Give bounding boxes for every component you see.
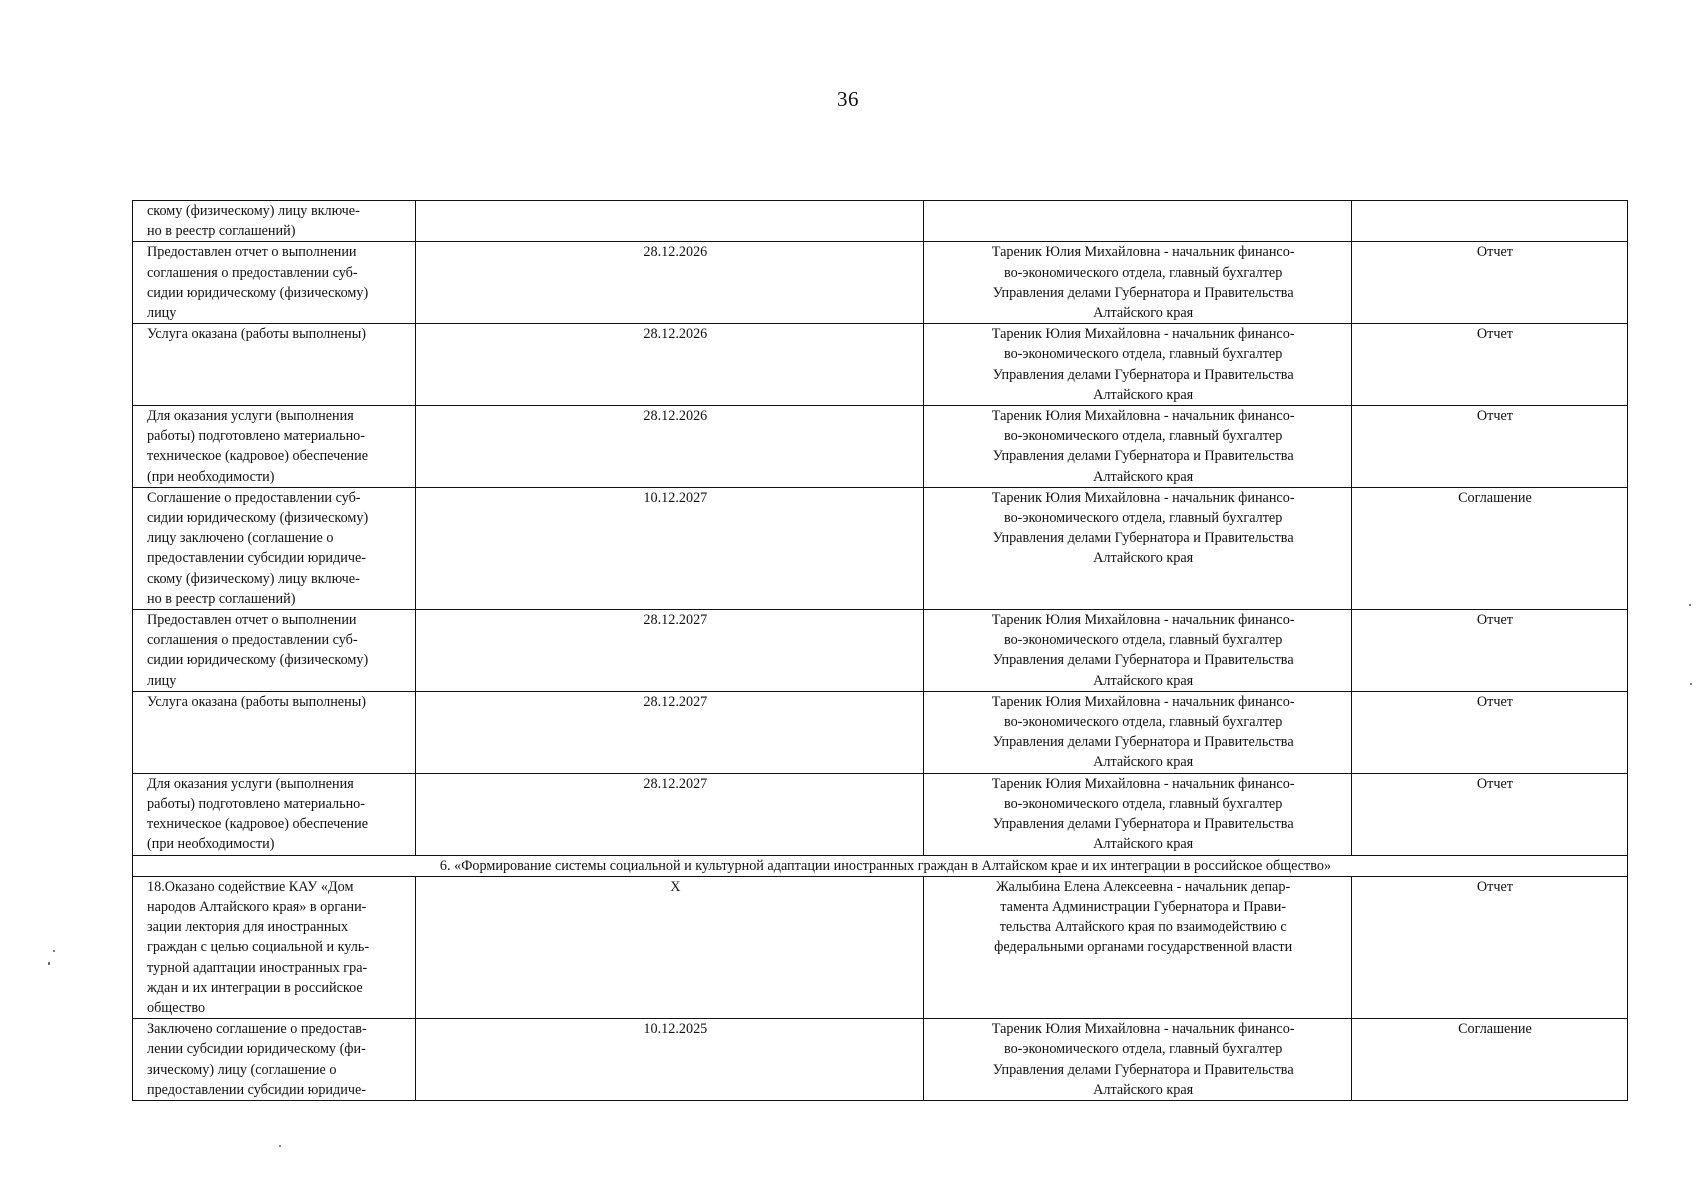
- responsible-cell-line: во-экономического отдела, главный бухгалтер: [1003, 264, 1283, 281]
- responsible-cell-line: Тареник Юлия Михайловна - начальник финансо-: [991, 489, 1295, 506]
- event-cell: [133, 876, 416, 1018]
- document-cell: Отчет: [1351, 691, 1627, 773]
- responsible-cell: [924, 324, 1351, 406]
- responsible-cell-line: Управления делами Губернатора и Правительства: [992, 816, 1294, 833]
- event-cell-line: 18.Оказано содействие КАУ «Дом: [147, 878, 354, 895]
- responsible-cell: [924, 487, 1351, 609]
- table-row: [133, 610, 1628, 692]
- responsible-cell-line: Тареник Юлия Михайловна - начальник финансо-: [991, 244, 1295, 261]
- event-cell-line: зации лектория для иностранных: [147, 919, 349, 936]
- document-cell: Отчет: [1351, 876, 1627, 1018]
- event-cell: [133, 487, 416, 609]
- event-cell-line: но в реестр соглашений): [147, 223, 296, 240]
- responsible-cell-line: Тареник Юлия Михайловна - начальник финансо-: [991, 775, 1295, 792]
- responsible-cell: [924, 691, 1351, 773]
- document-cell: Отчет: [1351, 242, 1627, 324]
- scan-speck: [1689, 604, 1691, 606]
- responsible-cell-line: Алтайского края: [1093, 836, 1194, 853]
- event-cell-line: работы) подготовлено материально-: [147, 795, 365, 812]
- event-cell: [133, 1019, 416, 1101]
- responsible-cell-line: Управления делами Губернатора и Правительства: [992, 652, 1294, 669]
- event-cell-line: техническое (кадровое) обеспечение: [147, 816, 369, 833]
- responsible-cell-line: Алтайского края: [1093, 305, 1194, 322]
- responsible-cell-line: во-экономического отдела, главный бухгалтер: [1003, 714, 1283, 731]
- event-cell-line: сидии юридическому (физическому): [147, 652, 369, 669]
- document-cell: Соглашение: [1351, 1019, 1627, 1101]
- event-cell-line: Услуга оказана (работы выполнены): [147, 326, 366, 343]
- date-cell: 28.12.2027: [416, 691, 924, 773]
- event-cell-line: предоставлении субсидии юридиче-: [147, 1081, 366, 1098]
- scan-speck: [279, 1145, 281, 1147]
- date-cell: [416, 201, 924, 242]
- table-row: [133, 691, 1628, 773]
- date-cell: X: [416, 876, 924, 1018]
- scan-speck: [48, 962, 50, 965]
- responsible-cell-line: Алтайского края: [1093, 550, 1194, 567]
- table-row: [133, 201, 1628, 242]
- document-cell: Отчет: [1351, 406, 1627, 488]
- responsible-cell-line: Тареник Юлия Михайловна - начальник финансо-: [991, 693, 1295, 710]
- event-cell-line: сидии юридическому (физическому): [147, 510, 369, 527]
- date-cell: 28.12.2027: [416, 610, 924, 692]
- responsible-cell-line: Алтайского края: [1093, 386, 1194, 403]
- table-row: [133, 773, 1628, 855]
- event-cell-line: но в реестр соглашений): [147, 590, 296, 607]
- responsible-cell-line: Управления делами Губернатора и Правительства: [992, 1061, 1294, 1078]
- plan-table-body: [133, 201, 1628, 1101]
- scan-speck: [1690, 683, 1692, 685]
- event-cell-line: (при необходимости): [147, 836, 275, 853]
- responsible-cell-line: Управления делами Губернатора и Правительства: [992, 734, 1294, 751]
- responsible-cell-line: Алтайского края: [1093, 672, 1194, 689]
- event-cell-line: граждан с целью социальной и куль-: [147, 939, 370, 956]
- responsible-cell-line: во-экономического отдела, главный бухгалтер: [1003, 1041, 1283, 1058]
- document-cell: Соглашение: [1351, 487, 1627, 609]
- responsible-cell-line: тамента Администрации Губернатора и Прави-: [1000, 898, 1287, 915]
- document-cell: [1351, 201, 1627, 242]
- table-row: [133, 324, 1628, 406]
- event-cell: [133, 201, 416, 242]
- event-cell: [133, 610, 416, 692]
- event-cell: [133, 773, 416, 855]
- responsible-cell: [924, 201, 1351, 242]
- responsible-cell-line: во-экономического отдела, главный бухгалтер: [1003, 632, 1283, 649]
- event-cell-line: скому (физическому) лицу включе-: [147, 570, 360, 587]
- event-cell-line: (при необходимости): [147, 468, 275, 485]
- date-cell: 28.12.2026: [416, 324, 924, 406]
- event-cell-line: лении субсидии юридическому (фи-: [147, 1041, 366, 1058]
- event-cell-line: Предоставлен отчет о выполнении: [147, 244, 357, 261]
- responsible-cell-line: Жалыбина Елена Алексеевна - начальник депар-: [996, 878, 1291, 895]
- event-cell-line: зическому) лицу (соглашение о: [147, 1061, 337, 1078]
- date-cell: 10.12.2027: [416, 487, 924, 609]
- event-cell-line: Для оказания услуги (выполнения: [147, 408, 354, 425]
- responsible-cell: [924, 610, 1351, 692]
- responsible-cell-line: Тареник Юлия Михайловна - начальник финансо-: [991, 1021, 1295, 1038]
- responsible-cell-line: тельства Алтайского края по взаимодействию с: [999, 919, 1287, 936]
- responsible-cell-line: Алтайского края: [1093, 468, 1194, 485]
- responsible-cell-line: Тареник Юлия Михайловна - начальник финансо-: [991, 612, 1295, 629]
- event-cell-line: Для оказания услуги (выполнения: [147, 775, 354, 792]
- event-cell-line: турной адаптации иностранных гра-: [147, 959, 368, 976]
- date-cell: 28.12.2026: [416, 242, 924, 324]
- responsible-cell-line: во-экономического отдела, главный бухгалтер: [1003, 428, 1283, 445]
- responsible-cell-line: во-экономического отдела, главный бухгалтер: [1003, 346, 1283, 363]
- event-cell-line: Услуга оказана (работы выполнены): [147, 693, 366, 710]
- event-cell-line: скому (физическому) лицу включе-: [147, 203, 360, 219]
- event-cell-line: сидии юридическому (физическому): [147, 284, 369, 301]
- responsible-cell: [924, 1019, 1351, 1101]
- responsible-cell-line: Тареник Юлия Михайловна - начальник финансо-: [991, 326, 1295, 343]
- responsible-cell-line: Управления делами Губернатора и Правительства: [992, 284, 1294, 301]
- date-cell: 10.12.2025: [416, 1019, 924, 1101]
- event-cell: [133, 324, 416, 406]
- table-row: [133, 242, 1628, 324]
- responsible-cell: [924, 242, 1351, 324]
- date-cell: 28.12.2027: [416, 773, 924, 855]
- responsible-cell-line: Тареник Юлия Михайловна - начальник финансо-: [991, 408, 1295, 425]
- page-number: 36: [837, 87, 859, 111]
- responsible-cell-line: Управления делами Губернатора и Правительства: [992, 530, 1294, 547]
- event-cell-line: Соглашение о предоставлении суб-: [147, 489, 361, 506]
- plan-table: [132, 200, 1628, 1101]
- event-cell-line: лицу заключено (соглашение о: [147, 530, 334, 547]
- document-cell: Отчет: [1351, 773, 1627, 855]
- event-cell: [133, 242, 416, 324]
- section-row: [133, 855, 1628, 876]
- document-cell: Отчет: [1351, 324, 1627, 406]
- event-cell-line: лицу: [147, 672, 177, 689]
- responsible-cell: [924, 773, 1351, 855]
- event-cell-line: общество: [147, 999, 206, 1016]
- event-cell-line: народов Алтайского края» в органи-: [147, 898, 367, 915]
- responsible-cell: [924, 406, 1351, 488]
- event-cell-line: предоставлении субсидии юридиче-: [147, 550, 366, 567]
- event-cell-line: лицу: [147, 305, 177, 322]
- responsible-cell: [924, 876, 1351, 1018]
- responsible-cell-line: во-экономического отдела, главный бухгалтер: [1003, 795, 1283, 812]
- section-title: 6. «Формирование системы социальной и культурной адаптации иностранных граждан в Алтайском крае и их интеграции в российское общество»: [133, 855, 1628, 876]
- table-row: [133, 876, 1628, 1018]
- event-cell-line: ждан и их интеграции в российское: [147, 979, 363, 996]
- responsible-cell-line: федеральными органами государственной власти: [994, 939, 1293, 956]
- responsible-cell-line: Управления делами Губернатора и Правительства: [992, 448, 1294, 465]
- event-cell: [133, 691, 416, 773]
- scan-speck: [53, 950, 55, 952]
- table-row: [133, 1019, 1628, 1101]
- responsible-cell-line: Алтайского края: [1093, 1081, 1194, 1098]
- event-cell-line: Предоставлен отчет о выполнении: [147, 612, 357, 629]
- event-cell-line: техническое (кадровое) обеспечение: [147, 448, 369, 465]
- event-cell-line: соглашения о предоставлении суб-: [147, 632, 358, 649]
- table-row: [133, 487, 1628, 609]
- responsible-cell-line: во-экономического отдела, главный бухгалтер: [1003, 510, 1283, 527]
- responsible-cell-line: Алтайского края: [1093, 754, 1194, 771]
- responsible-cell-line: Управления делами Губернатора и Правительства: [992, 366, 1294, 383]
- event-cell-line: соглашения о предоставлении суб-: [147, 264, 358, 281]
- event-cell: [133, 406, 416, 488]
- document-cell: Отчет: [1351, 610, 1627, 692]
- event-cell-line: работы) подготовлено материально-: [147, 428, 365, 445]
- event-cell-line: Заключено соглашение о предостав-: [147, 1021, 367, 1038]
- date-cell: 28.12.2026: [416, 406, 924, 488]
- table-row: [133, 406, 1628, 488]
